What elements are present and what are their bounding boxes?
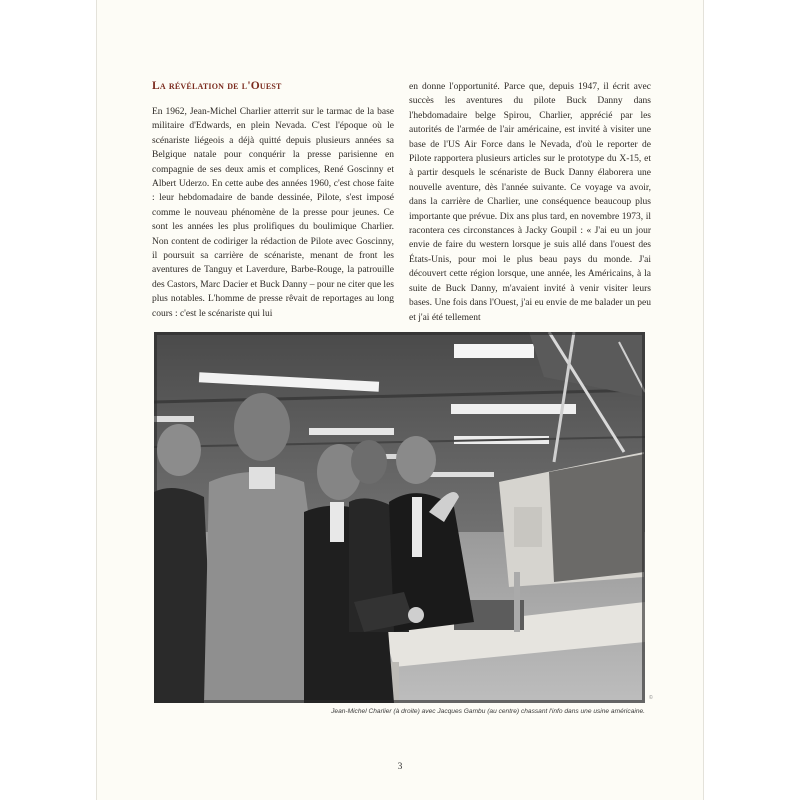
photo-copyright-mark: © bbox=[649, 695, 653, 701]
section-title: La révélation de l'Ouest bbox=[152, 80, 282, 92]
left-text-column bbox=[152, 105, 394, 321]
right-paragraph: en donne l'opportunité. Parce que, depuis 1947, il écrit avec succès les aventures du pilote Buck Danny dans l'hebdomadaire belge Spirou, Charlier, apprécié par les autorités de l'armée de l'air américaine, est invité à visiter une base de l'US Air Force dans le Nevada, d'où le reporter de Pilote rapportera plusieurs articles sur le prototype du X-15, et à partir desquels le scénariste de Buck Danny élaborera une nouvelle aventure, dès l'année suivante. Ce voyage va avoir, dans la carrière de Charlier, une conséquence beaucoup plus importante que prévue. Dix ans plus tard, en novembre 1973, il racontera ces circonstances à Jacky Goupil : « J'ai eu un jour envie de faire du western lorsque je suis allé dans l'ouest des États-Unis, pour moi le plus beau pays du monde. J'ai découvert cette région lorsque, une année, les Américains, à la suite de Buck Danny, m'avaient invité à venir visiter leurs bases. Une fois dans l'Ouest, j'ai eu envie de me balader un peu et j'ai été tellement bbox=[409, 82, 651, 323]
photo-caption: Jean-Michel Charlier (à droite) avec Jacques Gambu (au centre) chassant l'info dans une usine américaine. bbox=[331, 708, 645, 715]
document-page bbox=[97, 0, 703, 800]
archive-photo bbox=[154, 332, 645, 703]
left-paragraph: En 1962, Jean-Michel Charlier atterrit sur le tarmac de la base militaire d'Edwards, en plein Nevada. C'est l'époque où le scénariste liégeois a déjà quitté depuis plusieurs années sa Belgique natale pour conquérir la presse parisienne en compagnie de ses deux amis et complices, René Goscinny et Albert Uderzo. En cette aube des années 1960, c'est chose faite : leur hebdomadaire de bande dessinée, Pilote, s'est imposé comme le nouveau phénomène de la presse pour jeunes. Ce sont les années les plus prolifiques du boulimique Charlier. Non content de codiriger la rédaction de Pilote avec Goscinny, il poursuit sa carrière de scénariste, menant de front les aventures de Tanguy et Laverdure, Barbe-Rouge, la patrouille des Castors, Marc Dacier et Buck Danny – pour ne citer que les plus notables. L'homme de presse rêvait de reportages au long cours : c'est le scénariste qui lui bbox=[152, 107, 394, 319]
page-number: 3 bbox=[397, 762, 403, 772]
right-text-column bbox=[409, 80, 651, 325]
